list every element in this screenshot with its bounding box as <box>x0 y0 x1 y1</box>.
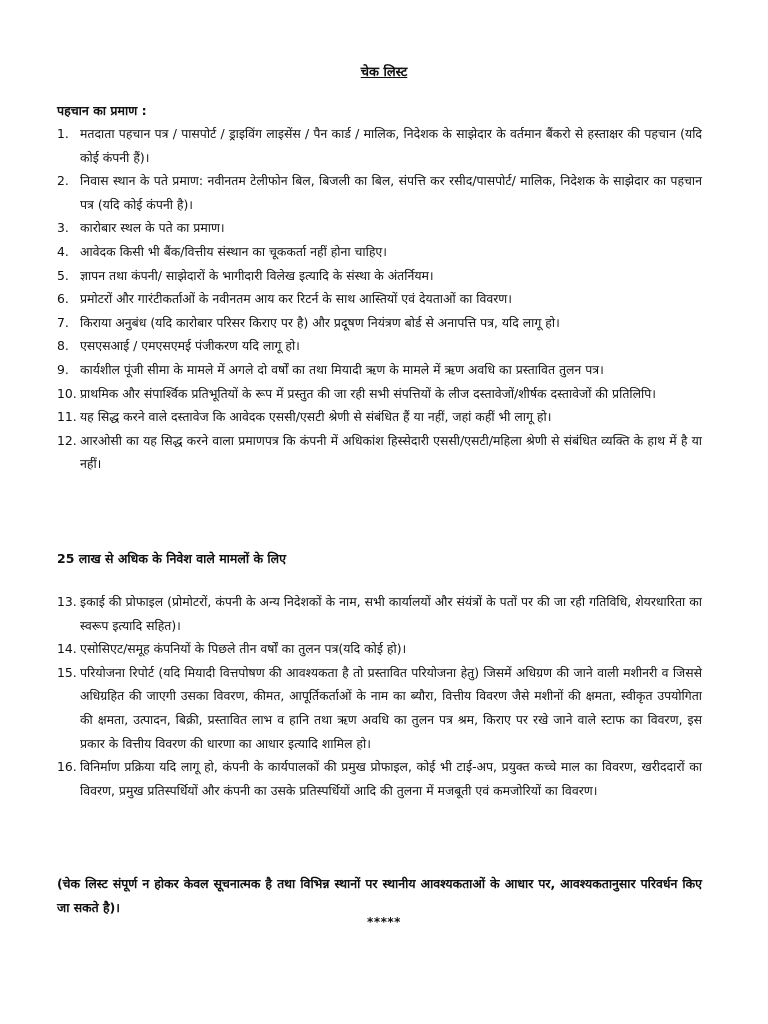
item-number: 1. <box>57 126 69 141</box>
item-number: 9. <box>57 361 69 377</box>
end-mark: ***** <box>367 915 401 929</box>
checklist-item <box>0 264 768 288</box>
item-number: 13. <box>57 594 77 609</box>
checklist-item <box>0 287 768 311</box>
item-number: 16. <box>57 759 77 775</box>
item-text: कारोबार स्थल के पते का प्रमाण। <box>80 220 225 236</box>
item-text: एसएसआई / एमएसएमई पंजीकरण यदि लागू हो। <box>80 338 300 354</box>
item-number: 7. <box>57 314 69 330</box>
checklist-item <box>0 169 768 216</box>
disclaimer-note: (चेक लिस्ट संपूर्ण न होकर केवल सूचनात्मक है तथा विभिन्न स्थानों पर स्थानीय आवश्यकताओं के आधार पर, आवश्यकतानुसार परिवर्धन किए जा सकते है)। <box>57 876 702 915</box>
item-text: आवेदक किसी भी बैंक/वित्तीय संस्थान का चूककर्ता नहीं होना चाहिए। <box>80 243 387 259</box>
item-number: 4. <box>57 243 69 259</box>
item-text: कार्यशील पूंजी सीमा के मामले में अगले दो वर्षों का तथा मियादी ऋण के मामले में ऋण अवधि का प्रस्तावित तुलन पत्र। <box>80 361 604 377</box>
item-text: एसोसिएट/समूह कंपनियों के पिछले तीन वर्षों का तुलन पत्र(यदि कोई हो)। <box>80 641 407 657</box>
checklist-item <box>0 405 768 429</box>
checklist-item <box>0 590 768 637</box>
item-number: 11. <box>57 409 77 425</box>
item-number: 2. <box>57 173 69 189</box>
item-number: 10. <box>57 385 77 401</box>
item-number: 6. <box>57 291 69 307</box>
checklist-item <box>0 661 768 755</box>
checklist-item <box>0 358 768 382</box>
item-text: मतदाता पहचान पत्र / पासपोर्ट / ड्राइविंग लाइसेंस / पैन कार्ड / मालिक, निदेशक के साझेदार के वर्तमान बैंकरो से हस्ताक्षर की पहचान (यदि कोई कंपनी हैं)। <box>80 126 702 165</box>
item-number: 15. <box>57 664 77 680</box>
checklist-section-2 <box>0 590 768 802</box>
checklist-item <box>0 755 768 802</box>
checklist-item <box>0 429 768 476</box>
checklist-item <box>0 122 768 169</box>
section-heading-large-investment: 25 लाख से अधिक के निवेश वाले मामलों के लिए <box>57 551 287 566</box>
item-text: परियोजना रिपोर्ट (यदि मियादी वित्तपोषण की आवश्यकता है तो प्रस्तावित परियोजना हेतु) जिसमें अधिग्रण की जाने वाली मशीनरी व जिससे अधिग्रहित की जाएगी उसका विवरण, कीमत, आपूर्तिकर्ताओं के नाम का ब्यौरा, वित्तीय विवरण जैसे मशीनों की क्षमता, स्वीकृत उपयोगिता की क्षमता, उत्पादन, बिक्री, प्रस्तावित लाभ व हानि तथा ऋण अवधि का तुलन पत्र श्रम, किराए पर रखे जाने वाले स्टाफ का विवरण, इस प्रकार के वित्तीय विवरण की धारणा का आधार इत्यादि शामिल हो। <box>80 664 702 751</box>
checklist-item <box>0 637 768 661</box>
item-number: 5. <box>57 267 69 283</box>
checklist-section-1 <box>0 122 768 476</box>
page-title-text: चेक लिस्ट <box>360 65 408 80</box>
item-text: प्रमोटरों और गारंटीकर्ताओं के नवीनतम आय कर रिटर्न के साथ आस्तियों एवं देयताओं का विवरण। <box>80 291 512 307</box>
checklist-item <box>0 216 768 240</box>
item-number: 12. <box>57 432 77 448</box>
checklist-item <box>0 311 768 335</box>
page-title <box>0 62 768 80</box>
item-text: आरओसी का यह सिद्ध करने वाला प्रमाणपत्र कि कंपनी में अधिकांश हिस्सेदारी एससी/एसटी/महिला श्रेणी से संबंधित व्यक्ति के हाथ में है या नहीं। <box>80 432 702 472</box>
item-text: इकाई की प्रोफाइल (प्रोमोटरों, कंपनी के अन्य निदेशकों के नाम, सभी कार्यालयों और संयंत्रों के पतों पर की जा रही गतिविधि, शेयरधारिता का स्वरूप इत्यादि सहित)। <box>80 594 702 633</box>
item-text: यह सिद्ध करने वाले दस्तावेज कि आवेदक एससी/एसटी श्रेणी से संबंधित हैं या नहीं, जहां कहीं भी लागू हो। <box>80 409 552 425</box>
item-text: किराया अनुबंध (यदि कारोबार परिसर किराए पर है) और प्रदूषण नियंत्रण बोर्ड से अनापत्ति पत्र, यदि लागू हो। <box>80 314 560 330</box>
checklist-item <box>0 382 768 406</box>
checklist-item <box>0 334 768 358</box>
item-text: प्राथमिक और संपार्श्विक प्रतिभूतियों के रूप में प्रस्तुत की जा रही सभी संपत्तियों के लीज दस्तावेजों/शीर्षक दस्तावेजों की प्रतिलिपि। <box>80 385 656 401</box>
item-text: ज्ञापन तथा कंपनी/ साझेदारों के भागीदारी विलेख इत्यादि के संस्था के अंतर्नियम। <box>80 267 434 283</box>
section-heading-identity-proof: पहचान का प्रमाण : <box>57 103 147 118</box>
item-text: निवास स्थान के पते प्रमाण: नवीनतम टेलीफोन बिल, बिजली का बिल, संपत्ति कर रसीद/पासपोर्ट/ मालिक, निदेशक के साझेदार का पहचान पत्र (यदि कोई कंपनी है)। <box>80 173 702 212</box>
item-number: 14. <box>57 641 77 657</box>
item-number: 8. <box>57 338 69 354</box>
checklist-item <box>0 240 768 264</box>
item-text: विनिर्माण प्रक्रिया यदि लागू हो, कंपनी के कार्यपालकों की प्रमुख प्रोफाइल, कोई भी टाई-अप, प्रयुक्त कच्चे माल का विवरण, खरीददारों का विवरण, प्रमुख प्रतिस्पर्धियों और कंपनी का उसके प्रतिस्पर्धियों आदि की तुलना में मजबूती एवं कमजोरियों का विवरण। <box>80 759 702 798</box>
item-number: 3. <box>57 220 69 236</box>
